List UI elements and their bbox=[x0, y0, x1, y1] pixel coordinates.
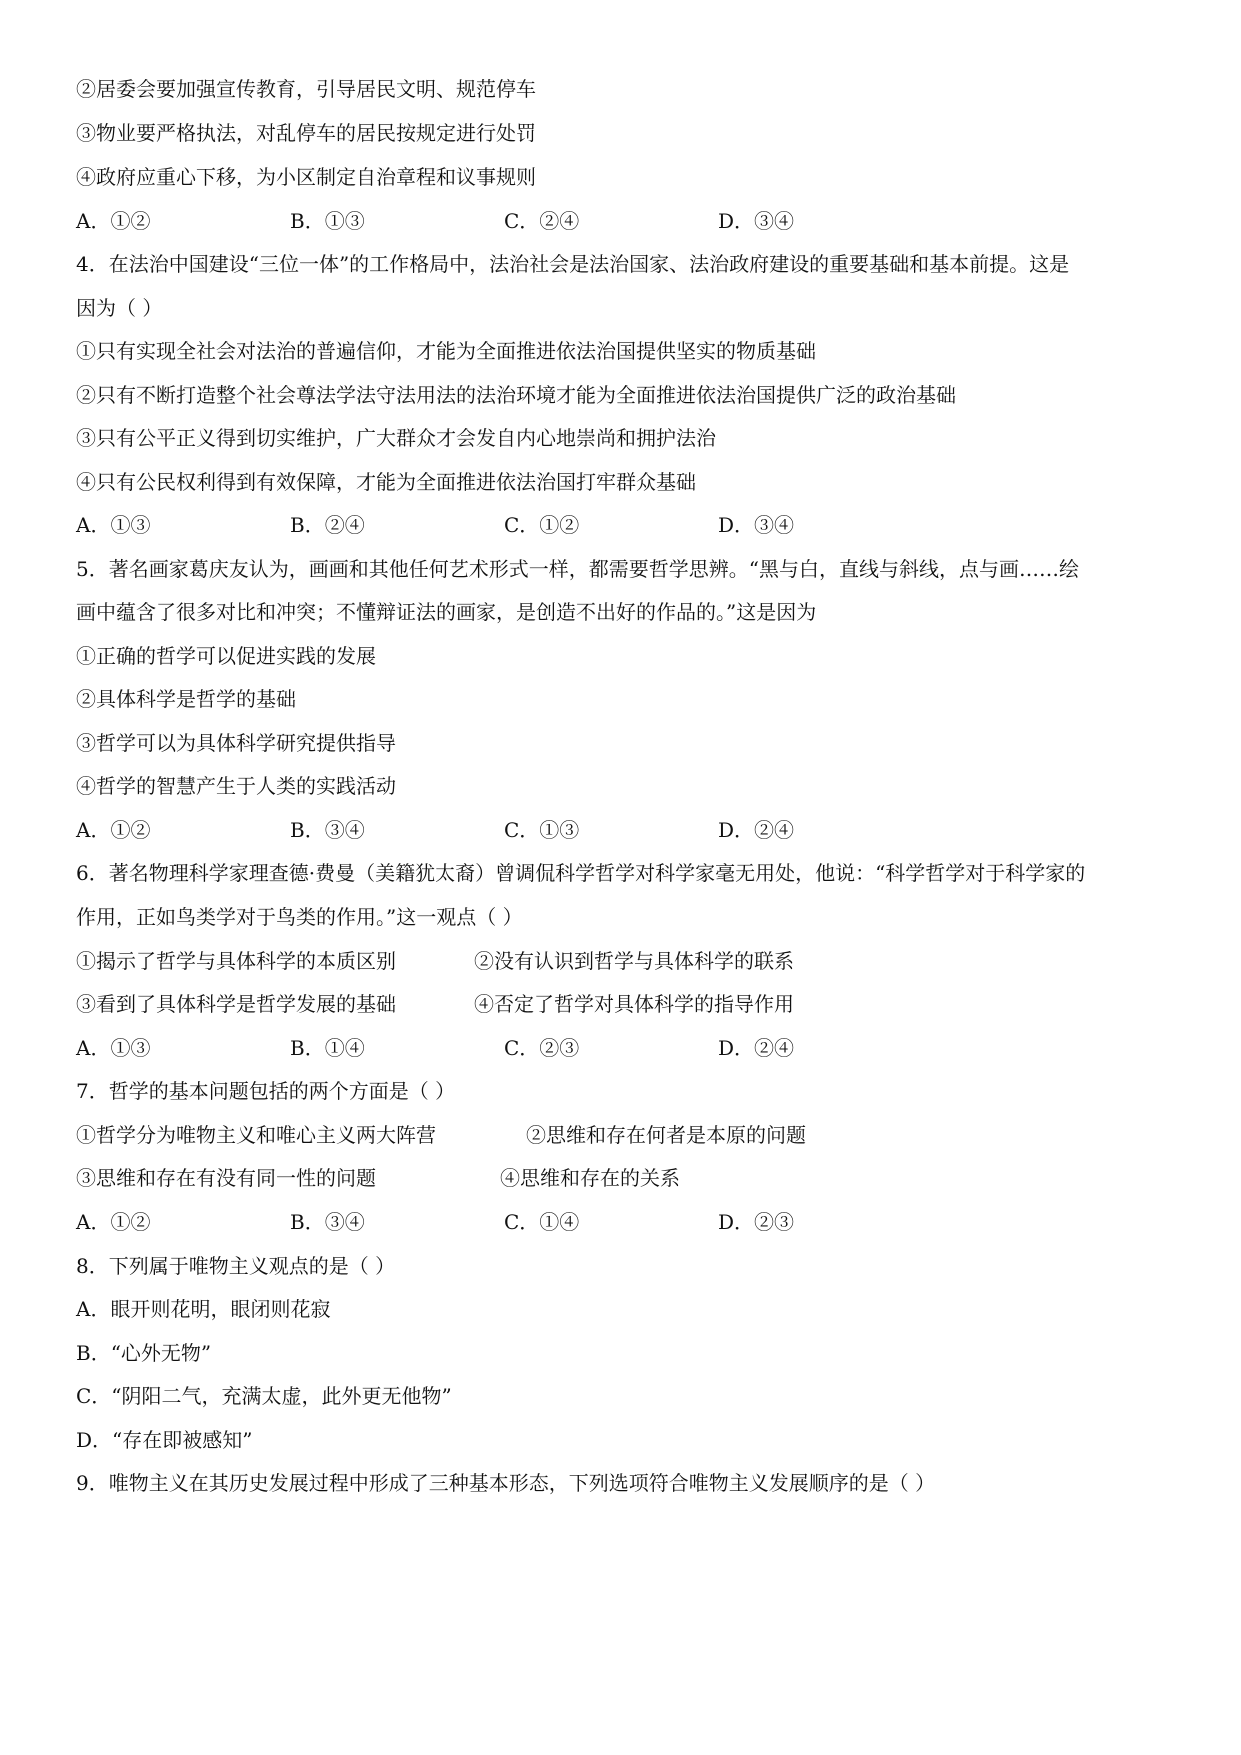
q8-option-c: C．“阴阳二气，充满太虚，此外更无他物” bbox=[76, 1384, 452, 1408]
q3-option-b: B．①③ bbox=[290, 209, 365, 233]
q8-stem: 8．下列属于唯物主义观点的是（ ） bbox=[76, 1254, 396, 1278]
q6-items-row-1 bbox=[76, 937, 1176, 986]
q8-option-b: B．“心外无物” bbox=[76, 1341, 212, 1365]
q4-option-d: D．③④ bbox=[718, 513, 795, 537]
q6-option-b: B．①④ bbox=[290, 1036, 365, 1060]
q7-options bbox=[76, 1198, 1176, 1247]
q7-items-row-1 bbox=[76, 1111, 1176, 1160]
q7-option-d: D．②③ bbox=[718, 1210, 795, 1234]
q6-stem-line-1: 6．著名物理科学家理查德·费曼（美籍犹太裔）曾调侃科学哲学对科学家毫无用处，他说：“科学哲学对于科学家的 bbox=[76, 861, 1086, 885]
q6-items-row-2 bbox=[76, 980, 1176, 1029]
q3-item-2: ②居委会要加强宣传教育，引导居民文明、规范停车 bbox=[76, 77, 536, 101]
q4-item-1: ①只有实现全社会对法治的普遍信仰，才能为全面推进依法治国提供坚实的物质基础 bbox=[76, 339, 816, 363]
q5-option-d: D．②④ bbox=[718, 818, 795, 842]
q7-option-a: A．①② bbox=[76, 1210, 151, 1234]
q4-item-2: ②只有不断打造整个社会尊法学法守法用法的法治环境才能为全面推进依法治国提供广泛的政治基础 bbox=[76, 383, 956, 407]
q6-item-2: ②没有认识到哲学与具体科学的联系 bbox=[474, 949, 794, 973]
q4-options bbox=[76, 501, 1176, 550]
q3-item-4: ④政府应重心下移，为小区制定自治章程和议事规则 bbox=[76, 165, 536, 189]
q4-item-4: ④只有公民权利得到有效保障，才能为全面推进依法治国打牢群众基础 bbox=[76, 470, 696, 494]
q4-option-b: B．②④ bbox=[290, 513, 365, 537]
q6-item-1: ①揭示了哲学与具体科学的本质区别 bbox=[76, 949, 396, 973]
q6-options bbox=[76, 1024, 1176, 1073]
q4-stem-line-1: 4．在法治中国建设“三位一体”的工作格局中，法治社会是法治国家、法治政府建设的重要基础和基本前提。这是 bbox=[76, 252, 1070, 276]
q5-option-b: B．③④ bbox=[290, 818, 365, 842]
q7-item-4: ④思维和存在的关系 bbox=[500, 1166, 680, 1190]
q7-stem: 7．哲学的基本问题包括的两个方面是（ ） bbox=[76, 1079, 456, 1103]
q5-item-1: ①正确的哲学可以促进实践的发展 bbox=[76, 644, 376, 668]
q6-stem-line-2: 作用，正如鸟类学对于鸟类的作用。”这一观点（ ） bbox=[76, 905, 523, 929]
q8-option-d: D．“存在即被感知” bbox=[76, 1428, 253, 1452]
q4-stem-line-2: 因为（ ） bbox=[76, 296, 163, 320]
q7-item-2: ②思维和存在何者是本原的问题 bbox=[526, 1123, 806, 1147]
q8-option-a: A．眼开则花明，眼闭则花寂 bbox=[76, 1297, 331, 1321]
q7-option-b: B．③④ bbox=[290, 1210, 365, 1234]
q3-option-d: D．③④ bbox=[718, 209, 795, 233]
q5-option-a: A．①② bbox=[76, 818, 151, 842]
q6-option-d: D．②④ bbox=[718, 1036, 795, 1060]
q7-option-c: C．①④ bbox=[504, 1210, 580, 1234]
q5-item-4: ④哲学的智慧产生于人类的实践活动 bbox=[76, 774, 396, 798]
q5-options bbox=[76, 806, 1176, 855]
q6-option-a: A．①③ bbox=[76, 1036, 151, 1060]
q3-item-3: ③物业要严格执法，对乱停车的居民按规定进行处罚 bbox=[76, 121, 536, 145]
q5-option-c: C．①③ bbox=[504, 818, 580, 842]
q3-option-c: C．②④ bbox=[504, 209, 580, 233]
q6-item-4: ④否定了哲学对具体科学的指导作用 bbox=[474, 992, 794, 1016]
q3-options bbox=[76, 197, 1176, 246]
q5-stem-line-1: 5．著名画家葛庆友认为，画画和其他任何艺术形式一样，都需要哲学思辨。“黑与白，直线与斜线，点与画……绘 bbox=[76, 557, 1079, 581]
q9-stem: 9．唯物主义在其历史发展过程中形成了三种基本形态，下列选项符合唯物主义发展顺序的是（ ） bbox=[76, 1471, 936, 1495]
q3-option-a: A．①② bbox=[76, 209, 151, 233]
q5-item-2: ②具体科学是哲学的基础 bbox=[76, 687, 296, 711]
q6-option-c: C．②③ bbox=[504, 1036, 580, 1060]
q4-option-a: A．①③ bbox=[76, 513, 151, 537]
q7-item-1: ①哲学分为唯物主义和唯心主义两大阵营 bbox=[76, 1123, 436, 1147]
q6-item-3: ③看到了具体科学是哲学发展的基础 bbox=[76, 992, 396, 1016]
q4-item-3: ③只有公平正义得到切实维护，广大群众才会发自内心地崇尚和拥护法治 bbox=[76, 426, 716, 450]
q4-option-c: C．①② bbox=[504, 513, 580, 537]
q5-stem-line-2: 画中蕴含了很多对比和冲突；不懂辩证法的画家，是创造不出好的作品的。”这是因为 bbox=[76, 600, 817, 624]
q5-item-3: ③哲学可以为具体科学研究提供指导 bbox=[76, 731, 396, 755]
q7-items-row-2 bbox=[76, 1154, 1176, 1203]
q7-item-3: ③思维和存在有没有同一性的问题 bbox=[76, 1166, 376, 1190]
